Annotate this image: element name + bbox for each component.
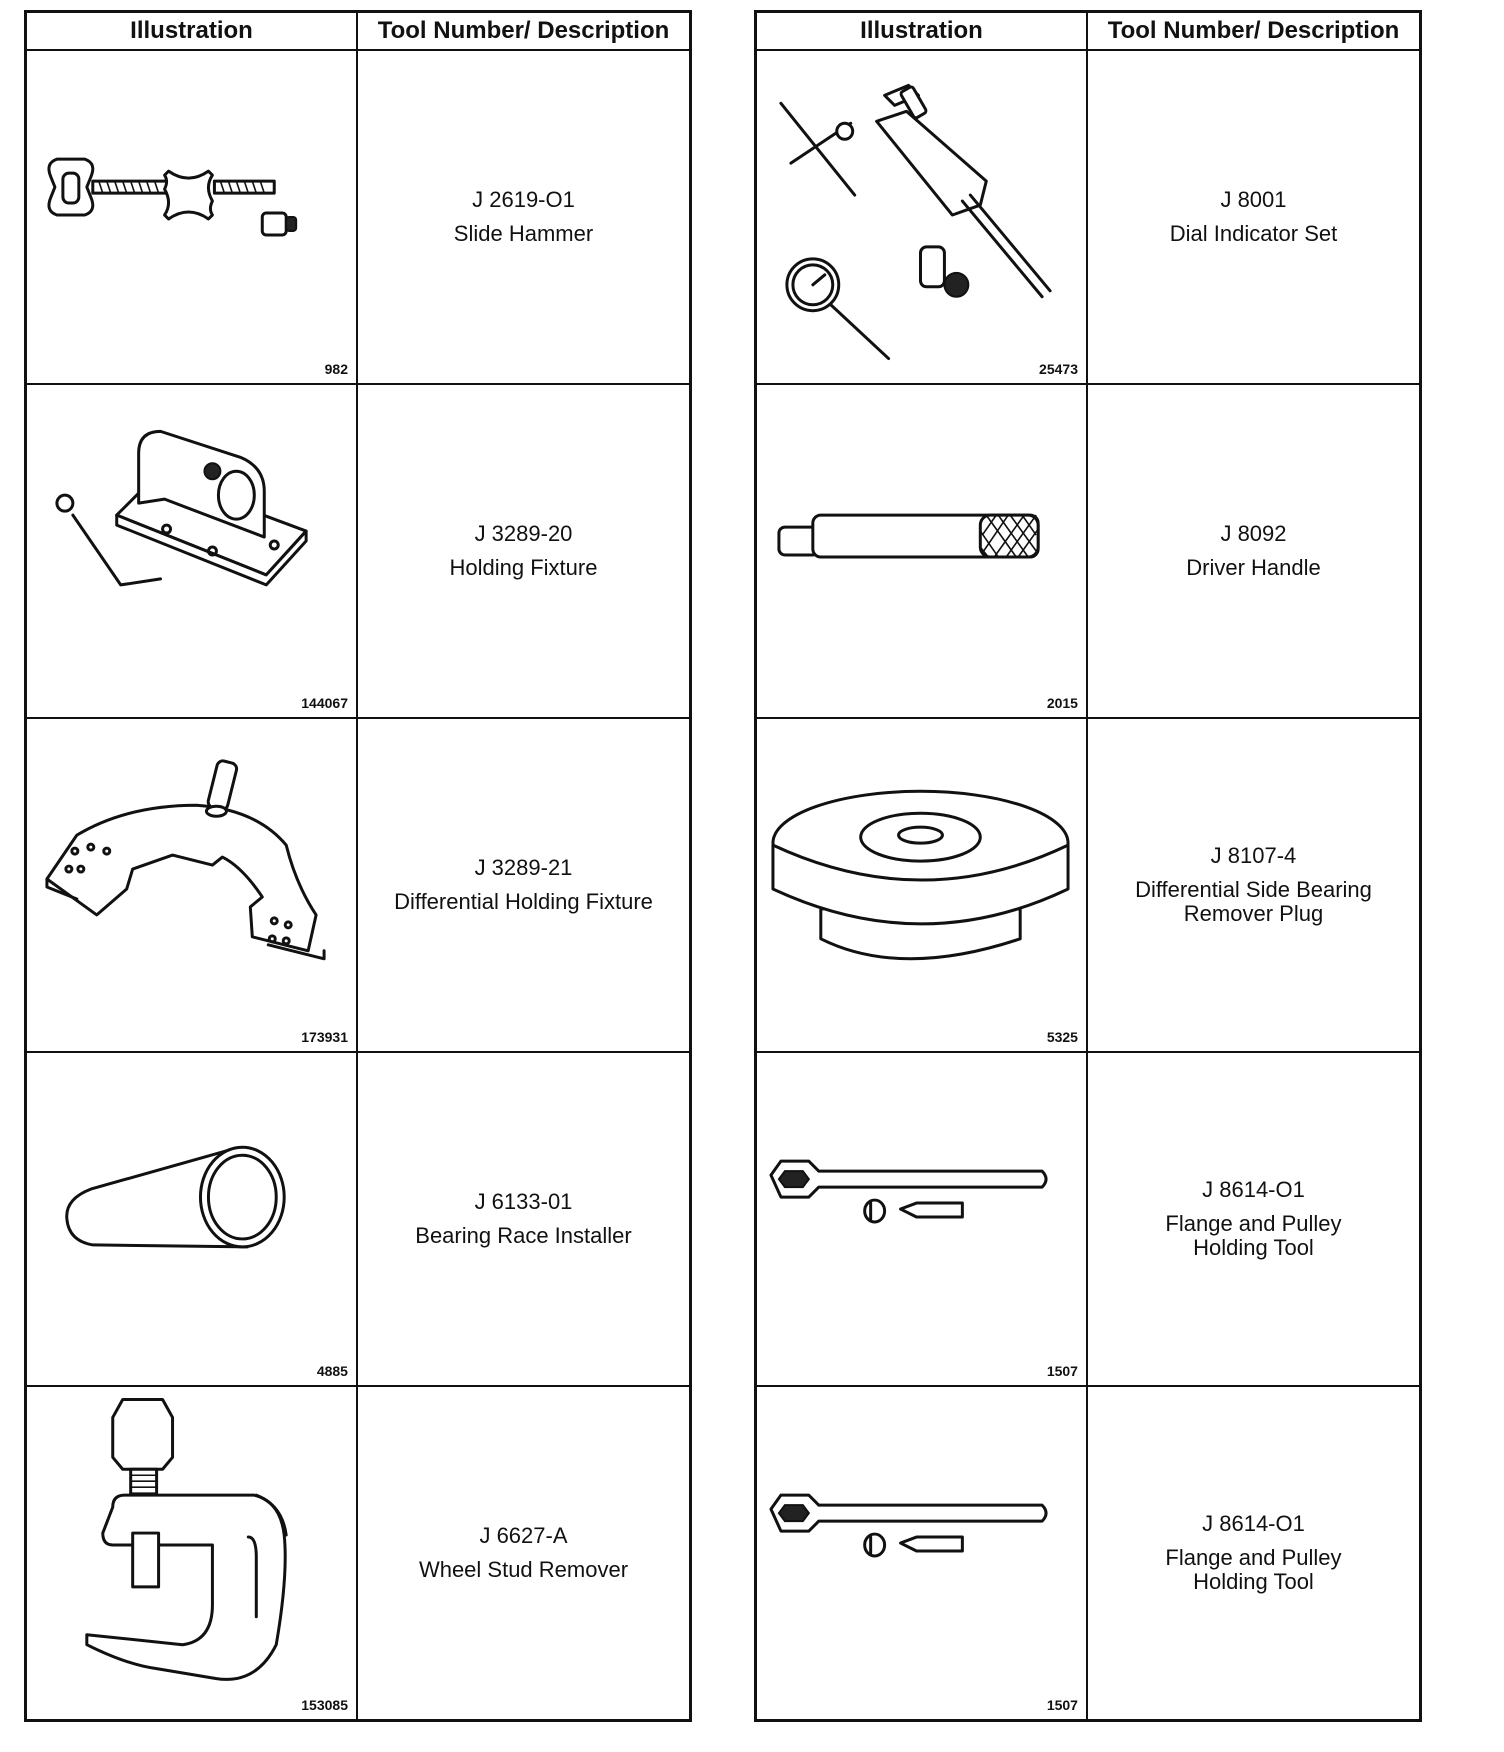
table-row [26,1386,691,1721]
illustration-cell [26,384,357,718]
driver-handle-icon [757,385,1086,717]
holding-fixture-icon [27,385,356,717]
illustration-cell [26,50,357,384]
tool-table-left [24,10,692,1722]
table-row [26,718,691,1052]
tool-description: Flange and Pulley Holding Tool [1165,1545,1342,1594]
description-cell [1087,1386,1421,1721]
figure-number: 982 [324,361,348,377]
illustration-cell [26,1052,357,1386]
figure-number: 2015 [1046,695,1078,711]
tool-number: J 2619-O1 [472,187,575,212]
figure-number: 1507 [1046,1363,1078,1379]
description-cell [1087,1052,1421,1386]
tool-number: J 8614-O1 [1202,1177,1305,1202]
tool-number: J 6133-01 [474,1189,573,1214]
illustration-cell [756,1386,1087,1721]
tool-number: J 3289-21 [474,855,573,880]
tool-description: Slide Hammer [453,221,594,246]
description-cell [357,1052,691,1386]
header-row [756,12,1421,51]
tool-description: Bearing Race Installer [415,1223,632,1248]
table-row [26,384,691,718]
table-row [756,384,1421,718]
description-cell [1087,384,1421,718]
figure-number: 144067 [301,695,348,711]
illustration-header: Illustration [756,12,1087,51]
illustration-cell [756,718,1087,1052]
figure-number: 1507 [1046,1697,1078,1713]
slide-hammer-icon [27,51,356,383]
tool-description: Differential Holding Fixture [394,889,653,914]
header-row [26,12,691,51]
figure-number: 25473 [1039,361,1078,377]
description-cell [357,384,691,718]
tool-number: J 8001 [1220,187,1287,212]
wheel-stud-remover-icon [27,1387,356,1719]
dial-indicator-set-icon [757,51,1086,383]
description-cell [357,718,691,1052]
figure-number: 153085 [301,1697,348,1713]
table-row [756,1052,1421,1386]
description-header: Tool Number/ Description [357,12,691,51]
description-cell [357,1386,691,1721]
tool-number: J 3289-20 [474,521,573,546]
holding-tool-icon [757,1053,1086,1385]
tool-description: Flange and Pulley Holding Tool [1165,1211,1342,1260]
holding-tool-icon [757,1387,1086,1719]
illustration-cell [26,718,357,1052]
figure-number: 173931 [301,1029,348,1045]
illustration-cell [26,1386,357,1721]
tool-description: Wheel Stud Remover [418,1557,629,1582]
tool-description: Holding Fixture [449,555,598,580]
illustration-cell [756,50,1087,384]
differential-holding-fixture-icon [27,719,356,1051]
table-row [26,50,691,384]
tool-number: J 8614-O1 [1202,1511,1305,1536]
table-row [756,50,1421,384]
tool-description: Differential Side Bearing Remover Plug [1135,877,1372,926]
table-row [26,1052,691,1386]
illustration-cell [756,1052,1087,1386]
tool-table-right [754,10,1422,1722]
figure-number: 5325 [1046,1029,1078,1045]
tool-description: Driver Handle [1186,555,1321,580]
bearing-race-installer-icon [27,1053,356,1385]
tool-number: J 8107-4 [1210,843,1297,868]
tool-number: J 8092 [1220,521,1287,546]
tool-number: J 6627-A [479,1523,568,1548]
figure-number: 4885 [316,1363,348,1379]
description-cell [357,50,691,384]
table-row [756,718,1421,1052]
table-row [756,1386,1421,1721]
description-cell [1087,50,1421,384]
description-cell [1087,718,1421,1052]
description-header: Tool Number/ Description [1087,12,1421,51]
illustration-cell [756,384,1087,718]
tool-description: Dial Indicator Set [1169,221,1338,246]
remover-plug-icon [757,719,1086,1051]
illustration-header: Illustration [26,12,357,51]
